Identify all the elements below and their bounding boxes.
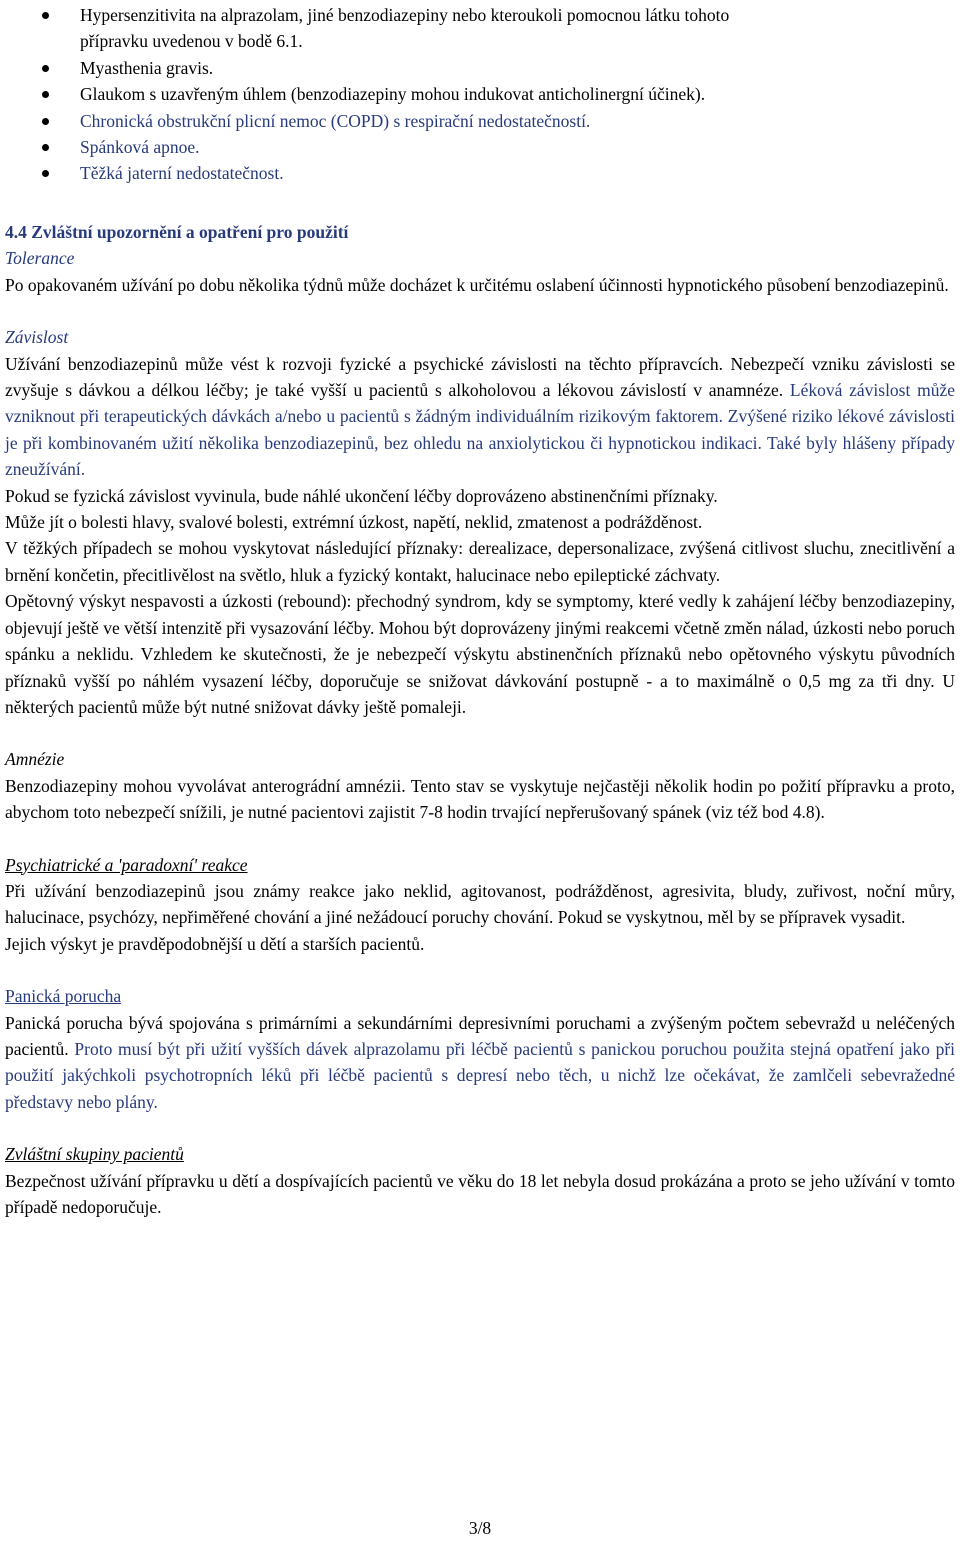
panic-sentence-1: Panická porucha bývá spojována s primárními a sekundárními depresivními poruchami a zvýšeným počtem sebevražd u neléčených pacientů. (5, 1012, 955, 1059)
withdrawal-sentence-2: Může jít o bolesti hlavy, svalové bolesti, extrémní úzkost, napětí, neklid, zmatenost a podrážděnost. (5, 512, 703, 533)
bullet-icon (42, 91, 49, 98)
dependence-sentence-3: Léková závislost může vzniknout při terapeutických dávkách a/nebo u pacientů s žádným individuálním rizikovým faktorem. (5, 380, 956, 427)
list-item (5, 81, 955, 107)
psychiatric-text-2: Jejich výskyt je pravděpodobnější u dětí a starších pacientů. (5, 933, 425, 954)
dependence-sentence-2: Nebezpečí vzniku závislosti se zvyšuje s dávkou a délkou léčby; je také vyšší u pacientů s alkoholovou a lékovou závislostí v anamnéze. (5, 353, 955, 401)
withdrawal-sentence-1: Pokud se fyzická závislost vyvinula, bude náhlé ukončení léčby doprovázeno abstinenčními příznaky. (5, 485, 718, 506)
psychiatric-text: Při užívání benzodiazepinů jsou známy reakce jako neklid, agitovanost, podrážděnost, agresivita, bludy, zuřivost, noční můry, halucinace, psychózy, nepřiměřené chování a jiné nežádoucí poruchy chování. Pokud se vyskytnou, měl by se přípravek vysadit. (5, 880, 955, 928)
list-item (5, 108, 955, 134)
list-item-text: přípravku uvedenou v bodě 6.1. (80, 31, 303, 52)
tolerance-text: Po opakovaném užívání po dobu několika týdnů může docházet k určitému oslabení účinnosti hypnotického působení benzodiazepinů. (5, 274, 949, 295)
tolerance-title: Tolerance (5, 248, 75, 269)
bullet-icon (42, 170, 49, 177)
special-groups-title: Zvláštní skupiny pacientů (5, 1144, 184, 1165)
bullet-icon (42, 65, 49, 72)
dependence-title: Závislost (5, 327, 69, 348)
panic-title: Panická porucha (5, 986, 122, 1007)
psychiatric-title: Psychiatrické a 'paradoxní' reakce (5, 854, 248, 875)
dependence-sentence-5: Také byly hlášeny případy zneužívání. (5, 432, 955, 480)
list-item-text: Chronická obstrukční plicní nemoc (COPD) s respirační nedostatečností. (80, 110, 591, 131)
contraindication-list (5, 2, 955, 187)
dependence-sentence-1: Užívání benzodiazepinů může vést k rozvoji fyzické a psychické závislosti na těchto přípravcích. (5, 353, 723, 374)
special-groups-text: Bezpečnost užívání přípravku u dětí a dospívajících pacientů ve věku do 18 let nebyla dosud prokázána a proto se jeho užívání v tomto případě nedoporučuje. (5, 1170, 955, 1217)
list-item (5, 160, 955, 186)
list-item (5, 28, 955, 54)
amnesia-text: Benzodiazepiny mohou vyvolávat anterográdní amnézii. Tento stav se vyskytuje nejčastěji několik hodin po požití přípravku a proto, abychom toto nebezpečí snížili, je nutné pacientovi zajistit 7-8 hodin trvající nepřerušovaný spánek (viz též bod 4.8). (5, 775, 955, 823)
dependence-sentence-4: Zvýšené riziko lékové závislosti je při kombinovaném užití několika benzodiazepinů, bez ohledu na anxiolytickou či hypnotickou indikaci. (5, 406, 956, 453)
section-heading: 4.4 Zvláštní upozornění a opatření pro použití (5, 222, 349, 242)
rebound-paragraph: Opětovný výskyt nespavosti a úzkosti (rebound): přechodný syndrom, kdy se symptomy, které vedly k zahájení léčby benzodiazepiny, objevují ještě ve větší intenzitě při vysazování léčby. Mohou být doprovázeny jinými reakcemi včetně změn nálad, úzkosti nebo poruch spánku a neklidu. Vzhledem ke skutečnosti, že je nebezpečí výskytu abstinenčních příznaků nebo opětovného výskytu původních příznaků vyšší po náhlém vysazení léčby, doporučuje se snižovat dávkování postupně - a to maximálně o 0,5 mg za tři dny. U některých pacientů může být nutné snižovat dávky ještě pomaleji. (5, 591, 955, 717)
section-4-4 (5, 219, 955, 1220)
list-item (5, 2, 955, 28)
withdrawal-sentence-3: V těžkých případech se mohou vyskytovat následující příznaky: derealizace, depersonalizace, zvýšená citlivost sluchu, znecitlivění a brnění končetin, přecitlivělost na světlo, hluk a fyzický kontakt, halucinace nebo epileptické záchvaty. (5, 538, 955, 585)
amnesia-title: Amnézie (5, 749, 65, 770)
bullet-icon (42, 12, 49, 19)
list-item-text: Myasthenia gravis. (80, 57, 214, 78)
page-number: 3/8 (468, 1518, 492, 1538)
dependence-paragraph (5, 351, 955, 483)
list-item-text: Spánková apnoe. (80, 136, 200, 157)
panic-paragraph (5, 1010, 955, 1116)
list-item-text: Hypersenzitivita na alprazolam, jiné benzodiazepiny nebo kteroukoli pomocnou látku tohoto (80, 5, 730, 25)
list-item-text: Glaukom s uzavřeným úhlem (benzodiazepiny mohou indukovat anticholinergní účinek). (80, 84, 706, 105)
bullet-icon (42, 144, 49, 151)
list-item-text: Těžká jaterní nedostatečnost. (80, 163, 284, 184)
bullet-icon (42, 118, 49, 125)
list-item (5, 134, 955, 160)
list-item (5, 55, 955, 81)
panic-sentence-2: Proto musí být při užití vyšších dávek alprazolamu při léčbě pacientů s panickou poruchou použita stejná opatření jako při použití jakýchkoli psychotropních léků při léčbě pacientů s depresí nebo těch, u nichž lze očekávat, že zamlčeli sebevražedné představy nebo plány. (5, 1038, 956, 1112)
